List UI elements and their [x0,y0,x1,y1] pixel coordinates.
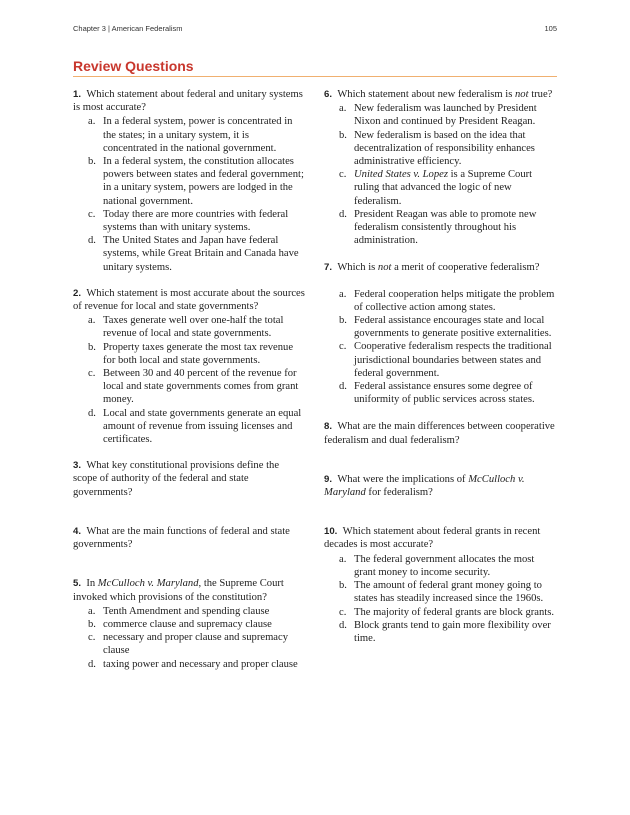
option-d: d. Block grants tend to gain more flexibility over time. [339,619,551,644]
question-text: What are the main differences between cooperative federalism and dual federalism? [324,421,555,446]
case-name: McCulloch v. Maryland [97,578,199,590]
question-number: 4. [73,525,82,537]
option-d: d. President Reagan was able to promote new federalism consistently throughout his administration. [339,208,537,247]
option-c: c. Between 30 and 40 percent of the revenue for local and state governments comes from grant money. [88,368,299,406]
option-c: c. United States v. Lopez is a Supreme Court ruling that advanced the logic of new federalism. [339,169,533,207]
option-d: d. The United States and Japan have federal systems, while Great Britain and Canada have unitary systems. [88,235,299,273]
question-number: 9. [324,473,333,485]
option-d: d. taxing power and necessary and proper clause [88,658,298,670]
answer-options [324,288,558,407]
page-number: 105 [544,24,557,33]
question-number: 10. [324,526,338,538]
question-9: 9. What were the implications of McCulloch v. Maryland for federalism? [324,473,525,499]
section-title: Review Questions [73,58,557,77]
option-d: d. Local and state governments generate an equal amount of revenue from issuing licenses and certificates. [88,407,302,446]
option-a: a. Taxes generate well over one-half the total revenue of local and state governments. [88,315,284,340]
option-c: c. necessary and proper clause and supremacy clause [88,632,289,657]
answer-options [324,553,558,645]
question-10 [324,525,558,645]
answer-options [73,314,305,446]
question-number: 2. [73,287,82,299]
question-number: 6. [324,89,333,100]
case-name: United States v. Lopez [354,169,448,181]
question-1 [73,88,305,274]
left-column [73,88,305,684]
question-7: 7. Which is not a merit of cooperative federalism? a. Federal cooperation helps mitigate the problem of collective action among states. b. Federal assistance encourages state and local governments to generate positive externalities. c. Cooperative federalism respects the traditional jurisdictional boundaries between states and federal government. d. Federal assistance ensures some degree of uniformity of public services across states. [324,261,558,406]
right-column [324,88,558,658]
option-c: c. Cooperative federalism respects the traditional jurisdictional boundaries between states and federal government. [339,341,552,379]
page-header [73,24,557,33]
option-a: a. New federalism was launched by President Nixon and continued by President Reagan. [339,103,537,128]
answer-options [73,605,305,671]
option-b: b. New federalism is based on the idea that decentralization of responsibility enhances administrative efficiency. [339,129,535,168]
question-number: 8. [324,421,333,433]
answer-options [324,102,558,247]
question-4 [73,525,305,551]
option-a: a. Federal cooperation helps mitigate the problem of collective action among states. [339,288,555,313]
option-b: b. In a federal system, the constitution allocates powers between states and federal government; in a unitary system, powers are lodged in the national government. [88,156,304,207]
option-a: a. Tenth Amendment and spending clause [88,605,270,617]
question-3 [73,459,305,499]
question-number: 5. [73,578,82,590]
question-2 [73,287,305,446]
question-number: 7. [324,262,333,274]
question-5: 5. In McCulloch v. Maryland, the Supreme Court invoked which provisions of the constitution? a. Tenth Amendment and spending clause b. commerce clause and supremacy clause c. necessary and proper clause and supremacy clause d. taxing power and necessary and proper clause [73,577,305,670]
option-d: d. Federal assistance ensures some degree of uniformity of public services across states. [339,381,535,406]
question-8 [324,420,558,446]
question-number: 3. [73,460,82,472]
option-a: a. In a federal system, power is concentrated in the states; in a unitary system, it is concentrated in the national government. [88,116,293,154]
option-c: c. The majority of federal grants are block grants. [339,606,555,618]
answer-options [73,115,305,273]
option-b: b. commerce clause and supremacy clause [88,618,272,630]
question-text: Which statement about federal grants in recent decades is most accurate? [324,526,541,551]
question-6: 6. Which statement about new federalism is not true? a. New federalism was launched by President Nixon and continued by President Reagan. b. New federalism is based on the idea that decentralization of responsibility enhances administrative efficiency. c. United States v. Lopez is a Supreme Court ruling that advanced the logic of new federalism. d. President Reagan was able to promote new federalism consistently throughout his administration. [324,88,558,247]
option-b: b. Federal assistance encourages state and local governments to generate positive externalities. [339,315,552,340]
question-text: Which statement about federal and unitary systems is most accurate? [73,89,303,114]
question-number: 1. [73,89,82,100]
question-text: What are the main functions of federal and state governments? [73,525,290,551]
option-c: c. Today there are more countries with federal systems than with unitary systems. [88,208,289,234]
chapter-label: Chapter 3 | American Federalism [73,24,183,33]
question-text: What key constitutional provisions define the scope of authority of the federal and state governments? [73,460,280,498]
option-b: b. The amount of federal grant money going to states has steadily increased since the 1960s. [339,580,544,605]
question-text: Which statement is most accurate about the sources of revenue for local and state governments? [73,287,305,313]
option-a: a. The federal government allocates the most grant money to income security. [339,553,535,578]
option-b: b. Property taxes generate the most tax revenue for both local and state governments. [88,341,294,366]
case-name: McCulloch v. Maryland [324,473,525,499]
